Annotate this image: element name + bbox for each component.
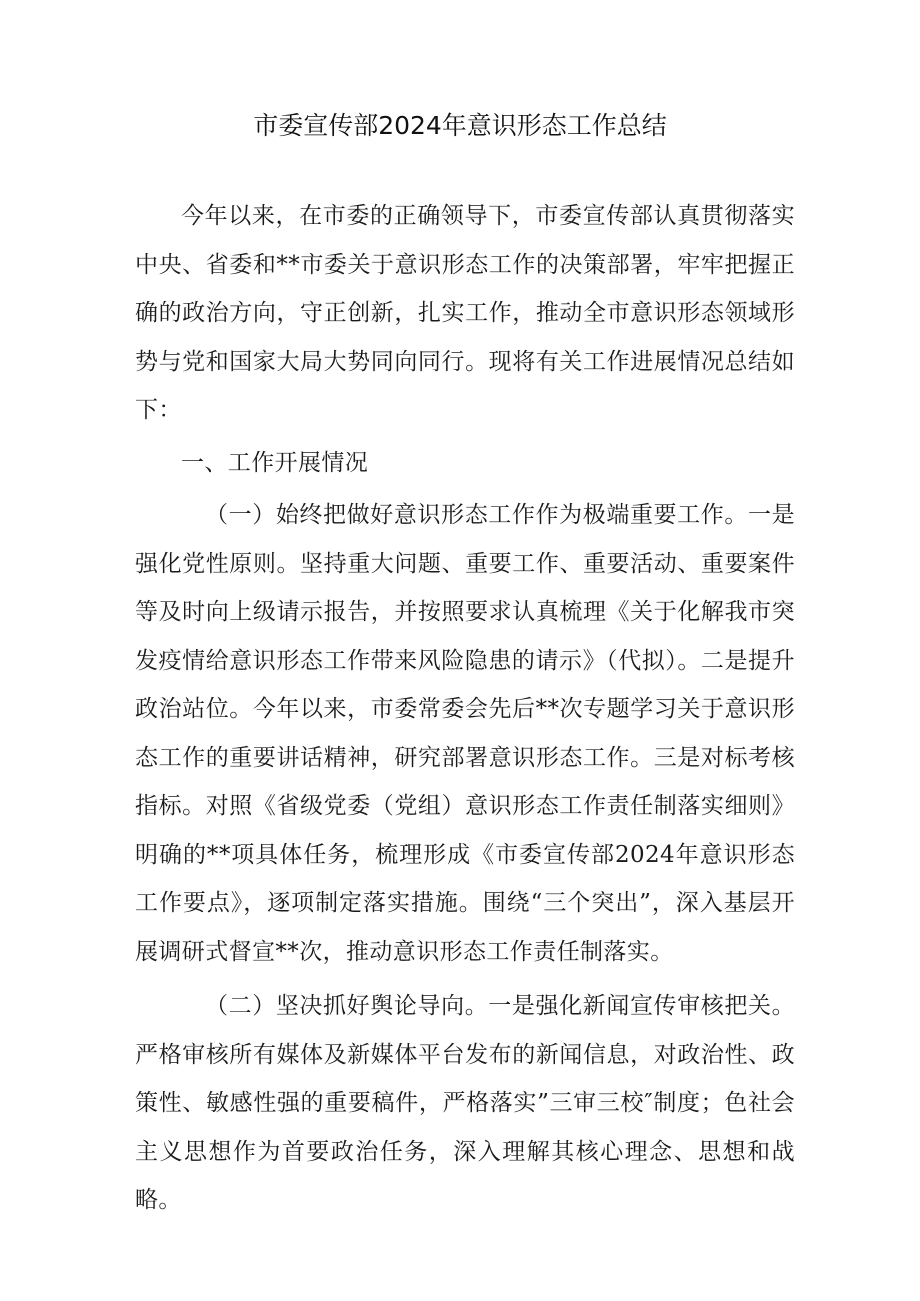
intro-paragraph: 今年以来，在市委的正确领导下，市委宣传部认真贯彻落实中央、省委和**市委关于意识形态工作的决策部署，牢牢把握正确的政治方向，守正创新，扎实工作，推动全市意识形态领域形势与党和国家大局大势同向同行。现将有关工作进展情况总结如下： (135, 203, 795, 423)
subsection-one-paragraph: （一）始终把做好意识形态工作作为极端重要工作。一是强化党性原则。坚持重大问题、重要工作、重要活动、重要案件等及时向上级请示报告，并按照要求认真梳理《关于化解我市突发疫情给意识形态工作带来风险隐患的请示》（代拟）。二是提升政治站位。今年以来，市委常委会先后**次专题学习关于意识形态工作的重要讲话精神，研究部署意识形态工作。三是对标考核指标。对照《省级党委（党组）意识形态工作责任制落实细则》明确的**项具体任务，梳理形成《市委宣传部2024年意识形态工作要点》，逐项制定落实措施。围绕“三个突出”，深入基层开展调研式督宣**次，推动意识形态工作责任制落实。 (135, 502, 795, 965)
subsection-two-paragraph: （二）坚决抓好舆论导向。一是强化新闻宣传审核把关。严格审核所有媒体及新媒体平台发布的新闻信息，对政治性、政策性、敏感性强的重要稿件，严格落实”三审三校″制度；色社会主义思想作为首要政治任务，深入理解其核心理念、思想和战略。 (135, 993, 795, 1213)
document-title: 市委宣传部2024年意识形态工作总结 (253, 111, 667, 140)
section-one-heading: 一、工作开展情况 (181, 449, 369, 476)
document-body (135, 192, 795, 1225)
